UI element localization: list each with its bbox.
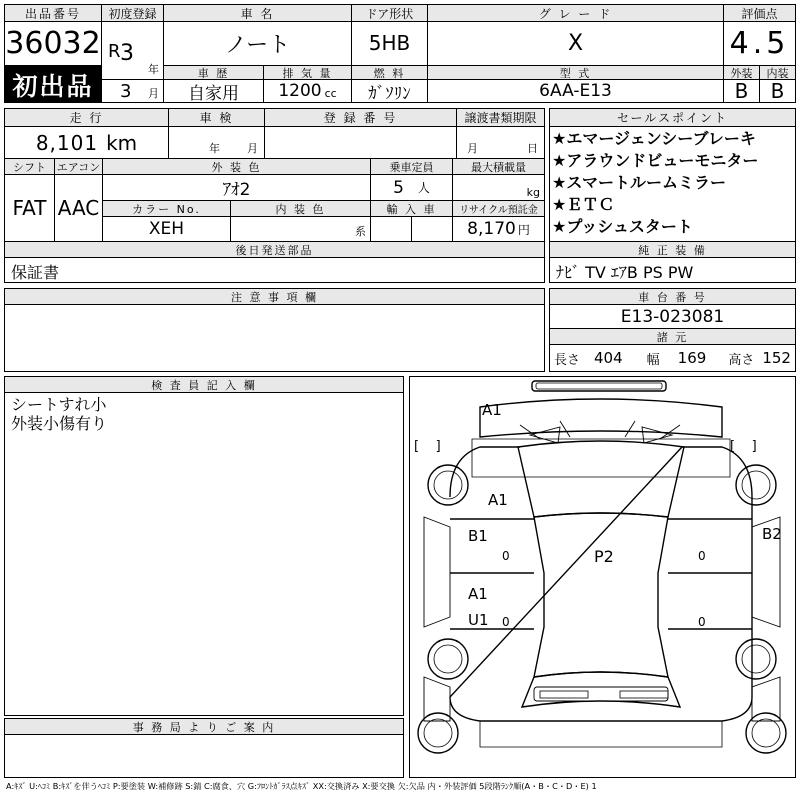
exterior-grade-header: 外装 <box>724 66 760 80</box>
fuel-header: 燃 料 <box>352 66 428 80</box>
later-parts-block <box>4 242 545 283</box>
lot-number: 36032 <box>4 21 102 66</box>
capacity-value: 5 <box>393 177 404 198</box>
height-label: 高さ <box>728 352 755 368</box>
later-parts-value: 保証書 <box>11 263 60 282</box>
import-cell-2 <box>412 217 453 241</box>
genuine-equipment-header: 純 正 装 備 <box>550 242 795 258</box>
windshield-shape <box>518 441 684 517</box>
mark-rear-door: A1 <box>468 585 488 603</box>
grade-header: グ レ ー ド <box>428 4 724 22</box>
plate-cell <box>265 127 457 159</box>
genuine-equipment-block <box>549 242 796 283</box>
rear-window-shape <box>522 672 680 707</box>
length-value: 404 <box>594 349 623 367</box>
inspector-note-line: シートすれ小 <box>11 395 107 414</box>
inspector-header: 検 査 員 記 入 欄 <box>5 377 403 393</box>
max-load-header: 最大積載量 <box>453 159 544 175</box>
fuel-value: ｶﾞｿﾘﾝ <box>352 80 428 103</box>
sales-point-item: ★アラウンドビューモニター <box>552 151 759 170</box>
shift-value: FAT <box>5 175 55 241</box>
displacement-cell <box>264 80 352 103</box>
door-header: ドア形状 <box>352 4 428 22</box>
era-letter: R <box>108 41 121 62</box>
capacity-unit: 人 <box>417 181 430 195</box>
sales-points-header: セールスポイント <box>550 109 795 127</box>
score-value: 4.5 <box>724 21 796 66</box>
first-listing-badge: 初出品 <box>4 66 102 103</box>
history-value: 自家用 <box>164 80 264 103</box>
inspection-year-unit: 年 <box>209 142 220 155</box>
month-value: 3 <box>120 81 132 102</box>
spec-header: 諸 元 <box>550 329 795 345</box>
width-label: 幅 <box>646 352 660 368</box>
first-registration-header: 初度登録 <box>102 4 164 22</box>
office-block <box>4 718 404 778</box>
displacement-unit: cc <box>324 87 337 100</box>
mileage-cell <box>5 127 169 159</box>
hood-shape <box>480 399 722 437</box>
plate-header: 登 録 番 号 <box>265 109 457 127</box>
notes-block <box>4 288 545 372</box>
car-name: ノート <box>164 21 352 66</box>
exterior-color-header: 外 装 色 <box>103 159 371 175</box>
detail-block <box>4 108 545 242</box>
mark-windshield: A1 <box>488 491 508 509</box>
sales-point-item: ★スマートルームミラー <box>552 173 727 192</box>
left-bracket: [ ] <box>414 439 441 454</box>
width-value: 169 <box>677 349 707 367</box>
year-unit: 年 <box>148 63 159 76</box>
mileage-header: 走 行 <box>5 109 169 127</box>
sales-point-item: ★ＥＴＣ <box>552 195 615 214</box>
sales-point-item: ★エマージェンシーブレーキ <box>552 129 756 148</box>
mark-right-side: B2 <box>762 525 782 543</box>
first-registration-month <box>102 80 164 103</box>
model-header: 型 式 <box>428 66 724 80</box>
recycle-value: 8,170 <box>467 219 516 239</box>
zero-mark-1: 0 <box>502 549 510 563</box>
interior-grade-header: 内装 <box>760 66 796 80</box>
ac-value: AAC <box>55 175 103 241</box>
inspector-note-line: 外装小傷有り <box>11 414 108 433</box>
mark-front-door: B1 <box>468 527 488 545</box>
body-outline <box>450 447 752 721</box>
color-no-header: カラー No. <box>103 201 231 217</box>
inspection-month-unit: 月 <box>247 142 258 155</box>
inspection-header: 車 検 <box>169 109 265 127</box>
car-diagram <box>410 377 795 777</box>
capacity-header: 乗車定員 <box>371 159 453 175</box>
transfer-deadline-header: 譲渡書類期限 <box>457 109 544 127</box>
inspector-block <box>4 376 404 716</box>
month-unit: 月 <box>148 87 159 100</box>
displacement-value: 1200 <box>278 81 322 101</box>
recycle-cell <box>453 217 544 241</box>
right-bracket: [ ] <box>730 439 757 454</box>
mileage-value: 8,101 <box>35 130 99 155</box>
sales-points-list <box>552 128 758 238</box>
ac-header: エアコン <box>55 159 103 175</box>
inspector-notes <box>11 395 107 433</box>
interior-color-cell <box>231 217 371 241</box>
chassis-value: E13-023081 <box>550 305 795 329</box>
mark-hood: A1 <box>482 401 502 419</box>
recycle-header: リサイクル預託金 <box>453 201 544 217</box>
height-value: 152 <box>762 349 791 367</box>
import-cell-1 <box>371 217 412 241</box>
legend: A:ｷｽﾞ U:ﾍｺﾐ B:ｷｽﾞを伴うﾍｺﾐ P:要塗装 W:補修跡 S:錆 C:腐食、穴 G:ﾌﾛﾝﾄｶﾞﾗｽ点ｷｽﾞ XX:交換済み X:要交換 欠:欠品 内・外装評価 5段階ﾗﾝｸ順(A・B・C・D・E) 1 <box>6 781 597 791</box>
capacity-cell <box>371 175 453 201</box>
front-bumper-shape <box>532 381 666 391</box>
header-block <box>4 4 796 103</box>
interior-color-header: 内 装 色 <box>231 201 371 217</box>
inspection-cell <box>169 127 265 159</box>
car-name-header: 車 名 <box>164 4 352 22</box>
zero-mark-2: 0 <box>502 615 510 629</box>
zero-mark-4: 0 <box>698 615 706 629</box>
max-load-cell <box>453 175 544 201</box>
displacement-header: 排 気 量 <box>264 66 352 80</box>
roof-shape <box>534 513 668 677</box>
later-parts-header: 後日発送部品 <box>5 242 544 258</box>
first-registration-year <box>102 21 164 80</box>
chassis-block <box>549 288 796 372</box>
sales-points-block <box>549 108 796 242</box>
max-load-unit: kg <box>526 186 540 199</box>
transfer-day-unit: 日 <box>527 142 538 155</box>
mark-rear-panel: U1 <box>468 611 489 629</box>
color-no-value: XEH <box>103 217 231 241</box>
model-value: 6AA-E13 <box>428 80 724 103</box>
interior-grade-value: B <box>760 80 796 103</box>
car-diagram-block <box>409 376 796 778</box>
history-header: 車 歴 <box>164 66 264 80</box>
shift-header: シフト <box>5 159 55 175</box>
zero-mark-3: 0 <box>698 549 706 563</box>
notes-header: 注 意 事 項 欄 <box>5 289 544 305</box>
genuine-equipment-value: ﾅﾋﾞ TV ｴｱB PS PW <box>556 263 694 282</box>
transfer-deadline-cell <box>457 127 544 159</box>
mark-roof: P2 <box>594 547 614 566</box>
recycle-unit: 円 <box>517 222 530 237</box>
lot-number-header: 出品番号 <box>4 4 102 22</box>
import-header: 輸 入 車 <box>371 201 453 217</box>
office-header: 事 務 局 よ り ご 案 内 <box>5 719 403 735</box>
transfer-month-unit: 月 <box>467 142 478 155</box>
mileage-unit: km <box>106 130 138 155</box>
chassis-header: 車 台 番 号 <box>550 289 795 305</box>
year-value: 3 <box>120 41 134 66</box>
exterior-grade-value: B <box>724 80 760 103</box>
door-value: 5HB <box>352 21 428 66</box>
sales-point-item: ★プッシュスタート <box>552 217 693 236</box>
exterior-color-value: ｱｵ2 <box>103 175 371 201</box>
score-header: 評価点 <box>724 4 796 22</box>
length-label: 長さ <box>554 352 581 368</box>
grade-value: X <box>428 21 724 66</box>
interior-color-unit: 系 <box>355 225 366 238</box>
rear-bumper-shape <box>534 687 668 701</box>
spec-row <box>550 345 795 371</box>
